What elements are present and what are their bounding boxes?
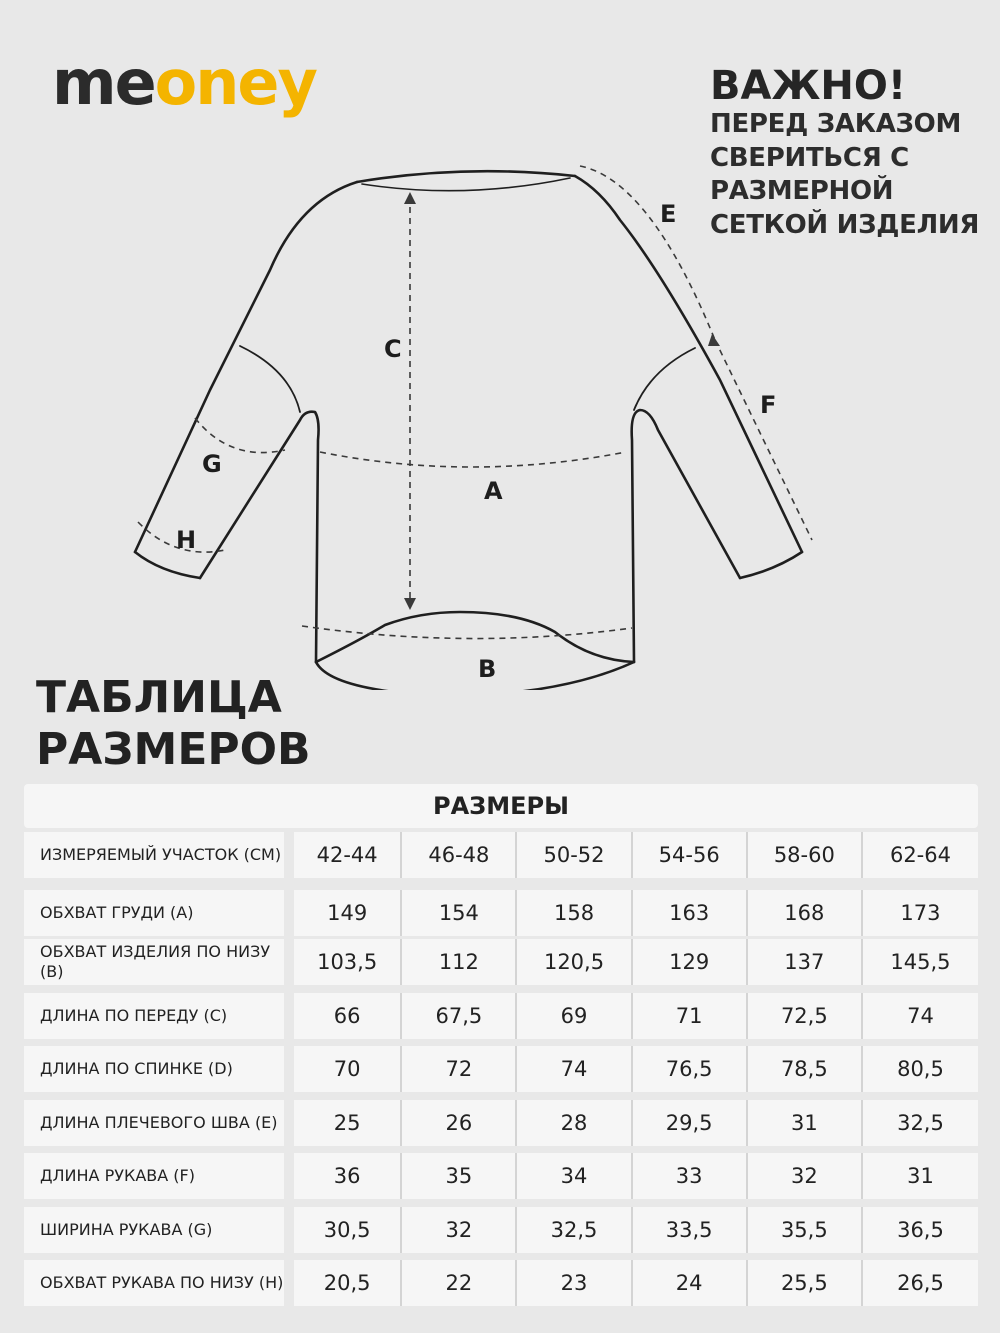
value-cell: 31 — [748, 1100, 863, 1146]
row-label-cell: ДЛИНА РУКАВА (F) — [24, 1153, 284, 1199]
value-cell: 24 — [633, 1260, 748, 1306]
sizes-banner: РАЗМЕРЫ — [24, 784, 978, 828]
value-cell: 25 — [294, 1100, 402, 1146]
notice-line: РАЗМЕРНОЙ — [710, 176, 894, 206]
value-cell: 103,5 — [294, 939, 402, 985]
garment-measurement-diagram — [0, 130, 1000, 690]
value-cell: 149 — [294, 890, 402, 936]
value-cell: 173 — [863, 890, 978, 936]
size-header-cell: 58-60 — [748, 832, 863, 878]
value-cell: 28 — [517, 1100, 632, 1146]
value-cell: 80,5 — [863, 1046, 978, 1092]
header-label-cell: ИЗМЕРЯЕМЫЙ УЧАСТОК (СМ) — [24, 832, 284, 878]
table-row — [24, 1042, 978, 1096]
notice-line: ПЕРЕД ЗАКАЗОМ — [710, 109, 962, 139]
size-header-cell: 54-56 — [633, 832, 748, 878]
size-header-cell: 46-48 — [402, 832, 517, 878]
value-cell: 22 — [402, 1260, 517, 1306]
row-label-cell: ДЛИНА ПЛЕЧЕВОГО ШВА (E) — [24, 1100, 284, 1146]
size-header-cell: 50-52 — [517, 832, 632, 878]
value-cell: 34 — [517, 1153, 632, 1199]
size-header-cell: 62-64 — [863, 832, 978, 878]
table-title — [36, 672, 311, 776]
label-f: F — [760, 391, 777, 419]
label-a: A — [484, 477, 503, 505]
logo-dark-part: me — [52, 46, 155, 119]
value-cell: 32 — [748, 1153, 863, 1199]
value-cell: 67,5 — [402, 993, 517, 1039]
table-title-line: ТАБЛИЦА — [36, 672, 282, 723]
measure-line-e — [580, 166, 715, 340]
value-cell: 25,5 — [748, 1260, 863, 1306]
value-cell: 30,5 — [294, 1207, 402, 1253]
value-cell: 35,5 — [748, 1207, 863, 1253]
value-cell: 76,5 — [633, 1046, 748, 1092]
value-cell: 120,5 — [517, 939, 632, 985]
value-cell: 66 — [294, 993, 402, 1039]
value-cell: 112 — [402, 939, 517, 985]
value-cell: 33 — [633, 1153, 748, 1199]
value-cell: 74 — [517, 1046, 632, 1092]
value-cell: 26 — [402, 1100, 517, 1146]
value-cell: 23 — [517, 1260, 632, 1306]
table-row — [24, 882, 978, 936]
value-cell: 35 — [402, 1153, 517, 1199]
value-cell: 36,5 — [863, 1207, 978, 1253]
value-cell: 129 — [633, 939, 748, 985]
value-cell: 32 — [402, 1207, 517, 1253]
row-label-cell: ДЛИНА ПО ПЕРЕДУ (C) — [24, 993, 284, 1039]
table-header-row — [24, 828, 978, 882]
value-cell: 20,5 — [294, 1260, 402, 1306]
table-row — [24, 1096, 978, 1150]
notice-title: ВАЖНО! — [710, 63, 907, 109]
value-cell: 145,5 — [863, 939, 978, 985]
value-cell: 168 — [748, 890, 863, 936]
value-cell: 32,5 — [517, 1207, 632, 1253]
table-row — [24, 1256, 978, 1310]
value-cell: 31 — [863, 1153, 978, 1199]
label-c: C — [384, 335, 402, 363]
value-cell: 78,5 — [748, 1046, 863, 1092]
row-label-cell: ОБХВАТ ГРУДИ (А) — [24, 890, 284, 936]
value-cell: 72,5 — [748, 993, 863, 1039]
table-row — [24, 935, 978, 989]
measure-line-f — [715, 340, 812, 540]
label-b: B — [478, 655, 497, 683]
measure-line-g — [195, 418, 285, 453]
value-cell: 72 — [402, 1046, 517, 1092]
value-cell: 74 — [863, 993, 978, 1039]
value-cell: 158 — [517, 890, 632, 936]
row-label-cell: ШИРИНА РУКАВА (G) — [24, 1207, 284, 1253]
value-cell: 71 — [633, 993, 748, 1039]
row-label-cell: ОБХВАТ РУКАВА ПО НИЗУ (H) — [24, 1260, 284, 1306]
label-e: E — [660, 200, 677, 228]
value-cell: 137 — [748, 939, 863, 985]
table-title-line: РАЗМЕРОВ — [36, 724, 311, 775]
garment-outline — [135, 171, 802, 690]
row-label-cell: ОБХВАТ ИЗДЕЛИЯ ПО НИЗУ (B) — [24, 939, 284, 985]
label-h: H — [176, 526, 197, 554]
notice-line: СВЕРИТЬСЯ С — [710, 142, 909, 173]
value-cell: 33,5 — [633, 1207, 748, 1253]
size-header-cell: 42-44 — [294, 832, 402, 878]
value-cell: 29,5 — [633, 1100, 748, 1146]
label-g: G — [202, 450, 222, 478]
brand-logo — [52, 46, 316, 119]
notice-line: СЕТКОЙ ИЗДЕЛИЯ — [710, 209, 980, 240]
value-cell: 70 — [294, 1046, 402, 1092]
value-cell: 69 — [517, 993, 632, 1039]
value-cell: 154 — [402, 890, 517, 936]
value-cell: 32,5 — [863, 1100, 978, 1146]
table-body — [24, 882, 978, 1310]
logo-accent-part: oney — [154, 46, 316, 119]
value-cell: 26,5 — [863, 1260, 978, 1306]
value-cell: 163 — [633, 890, 748, 936]
table-row — [24, 989, 978, 1043]
arrowheads — [404, 192, 720, 610]
table-row — [24, 1149, 978, 1203]
measure-line-a — [320, 452, 626, 467]
row-label-cell: ДЛИНА ПО СПИНКЕ (D) — [24, 1046, 284, 1092]
measure-lines — [138, 166, 812, 639]
measure-line-b — [302, 626, 632, 639]
value-cell: 36 — [294, 1153, 402, 1199]
table-row — [24, 1203, 978, 1257]
size-table — [24, 784, 978, 1310]
